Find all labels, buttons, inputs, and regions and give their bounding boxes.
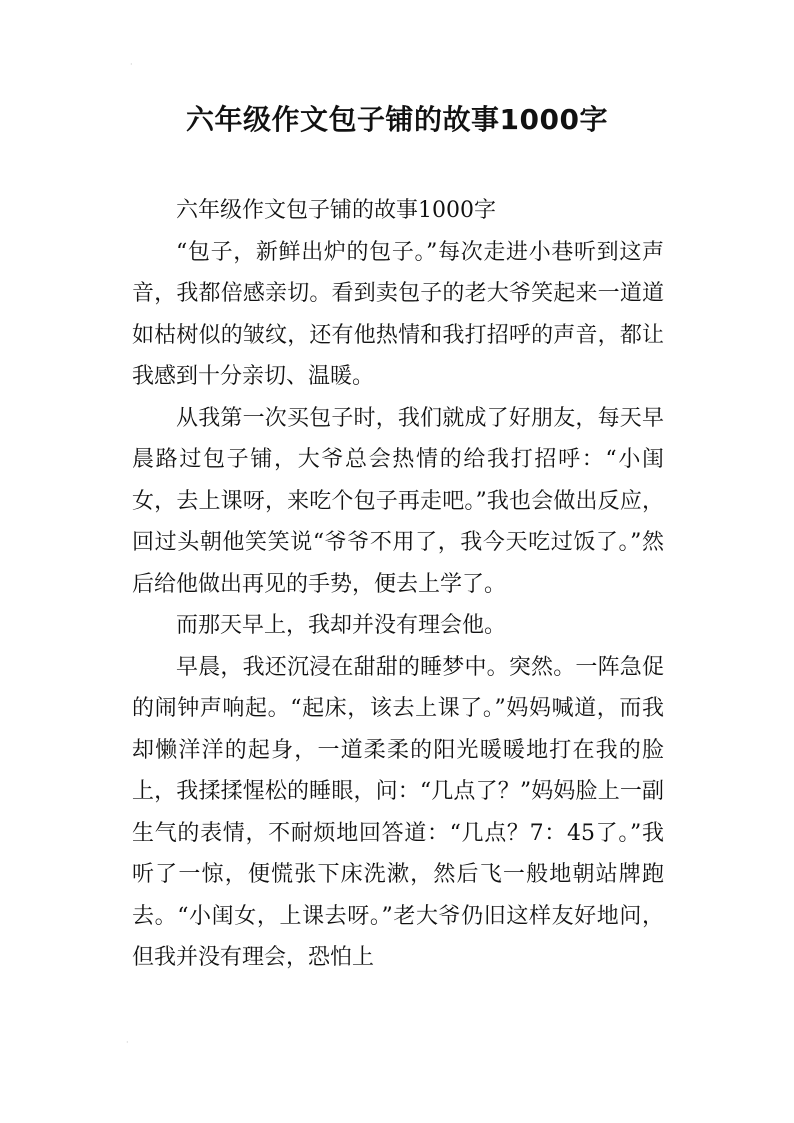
paragraph: 早晨，我还沉浸在甜甜的睡梦中。突然。一阵急促的闹钟声响起。“起床，该去上课了。”妈妈喊道，而我却懒洋洋的起身，一道柔柔的阳光暖暖地打在我的脸上，我揉揉惺松的睡眼，问：“几点了？”妈妈脸上一副生气的表情，不耐烦地回答道：“几点？7：45了。”我听了一惊，便慌张下床洗漱，然后飞一般地朝站牌跑去。“小闺女，上课去呀。”老大爷仍旧这样友好地问，但我并没有理会，恐怕上 — [132, 654, 664, 970]
paragraph: “包子，新鲜出炉的包子。”每次走进小巷听到这声音，我都倍感亲切。看到卖包子的老大爷笑起来一道道如枯树似的皱纹，还有他热情和我打招呼的声音，都让我感到十分亲切、温暖。 — [132, 239, 664, 389]
document-title: 六年级作文包子铺的故事1000字 — [186, 103, 608, 136]
scan-speck: · — [126, 1038, 129, 1047]
paragraph: 六年级作文包子铺的故事1000字 — [176, 198, 496, 223]
document-body — [132, 190, 664, 979]
paragraph: 从我第一次买包子时，我们就成了好朋友，每天早晨路过包子铺，大爷总会热情的给我打招呼：“小闺女，去上课呀，来吃个包子再走吧。”我也会做出反应，回过头朝他笑笑说“爷爷不用了，我今天吃过饭了。”然后给他做出再见的手势，便去上学了。 — [132, 405, 664, 597]
paragraph: 而那天早上，我却并没有理会他。 — [176, 613, 507, 638]
scan-speck: · — [130, 60, 133, 69]
